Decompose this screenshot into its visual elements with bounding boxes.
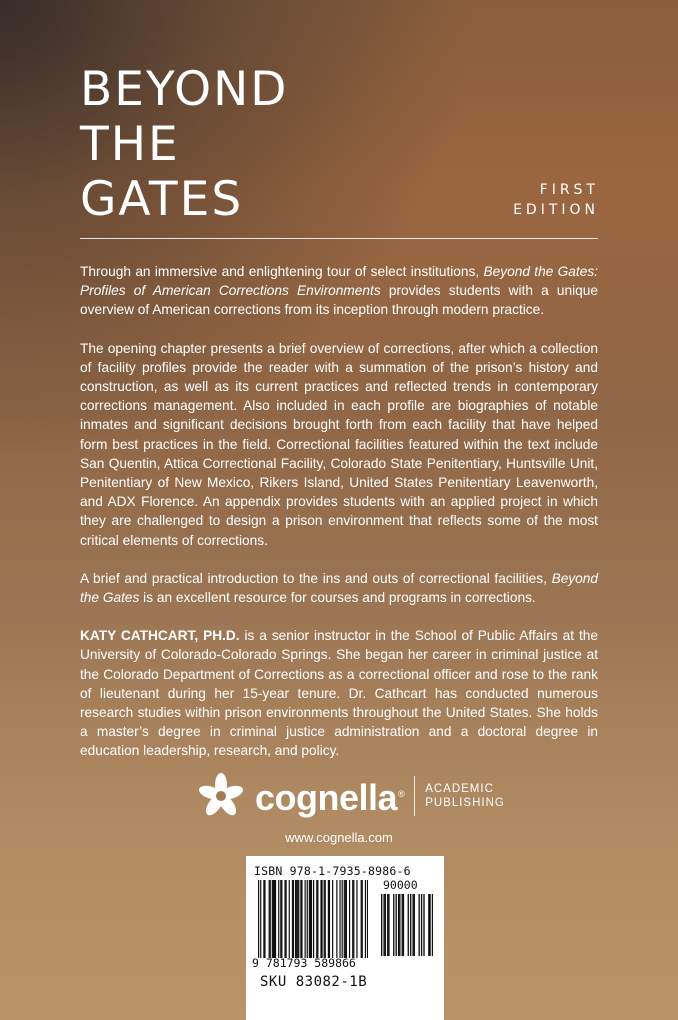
barcode-bar xyxy=(385,894,386,956)
barcode-bar xyxy=(301,880,302,958)
barcode-bar xyxy=(278,880,279,958)
barcode-bar xyxy=(398,894,399,956)
barcode-bar xyxy=(383,894,384,956)
author-bio: KATY CATHCART, PH.D. is a senior instructor in the School of Public Affairs at the University of Colorado-Colorado Springs. She began her career in criminal justice at the Colorado Department of Corrections as a correctional officer and rose to the rank of lieutenant during her 15-year tenure. Dr. Cathcart has conducted numerous research studies within prison environments throughout the United States. She holds a master’s degree in criminal justice administration and a doctoral degree in education leadership, research, and policy. xyxy=(80,628,598,759)
book-title xyxy=(80,62,288,227)
barcode-digits: 9 781793 589866 xyxy=(252,956,356,970)
barcode-bar xyxy=(310,880,311,958)
barcode-bar xyxy=(349,880,350,958)
barcode-bar xyxy=(393,894,394,956)
barcode-bar xyxy=(293,880,294,958)
barcode-bar xyxy=(361,880,362,958)
barcode-bar xyxy=(325,880,326,958)
barcode-bar xyxy=(423,894,424,956)
title-line-3: GATES xyxy=(80,172,244,227)
logo-divider xyxy=(414,776,415,816)
barcode-bar xyxy=(356,880,357,958)
barcode-bar xyxy=(365,880,366,958)
barcode-bar xyxy=(396,894,397,956)
publisher-tagline: ACADEMIC PUBLISHING xyxy=(425,783,505,809)
barcode-bar xyxy=(274,880,275,958)
barcode-bar xyxy=(297,880,298,958)
barcode-bar xyxy=(421,894,422,956)
barcode-bar xyxy=(332,880,333,958)
barcode-bar xyxy=(414,894,415,956)
barcode-bar xyxy=(270,880,271,958)
title-line-2: THE xyxy=(80,117,180,172)
sku-label: SKU 83082-1B xyxy=(260,974,368,990)
barcode-bar xyxy=(328,880,329,958)
barcode-bar xyxy=(269,880,270,958)
barcode-bar xyxy=(260,880,261,958)
barcode-bar xyxy=(353,880,354,958)
edition-label xyxy=(513,180,599,220)
barcode-bar xyxy=(263,880,264,958)
barcode-bar xyxy=(403,894,404,956)
isbn-barcode xyxy=(258,880,368,958)
barcode-bar xyxy=(295,880,296,958)
publisher-logo xyxy=(195,768,505,824)
book-short-title: Beyond the Gates xyxy=(80,570,598,606)
barcode-bar xyxy=(342,880,343,958)
flower-logo-icon xyxy=(195,770,247,822)
barcode-bar xyxy=(321,880,322,958)
price-code: 90000 xyxy=(383,878,418,892)
barcode-bar xyxy=(273,880,274,958)
barcode-bar xyxy=(292,880,293,958)
barcode-bar xyxy=(412,894,413,956)
barcode-bar xyxy=(298,880,299,958)
description-paragraph-3: A brief and practical introduction to the ins and outs of correctional facilities, Beyond the Gates is an excellent resource for courses and programs in corrections. xyxy=(80,570,598,606)
back-cover-description xyxy=(80,262,598,780)
publisher-wordmark: cognella® xyxy=(255,777,405,818)
barcode-bar xyxy=(305,880,306,958)
barcode-bar xyxy=(429,894,430,956)
description-paragraph-1: Through an immersive and enlightening tour of select institutions, Beyond the Gates: Profiles of American Corrections Environments provides students with a unique overview of American corrections from its inception through modern practice. xyxy=(80,264,598,318)
barcode-bar xyxy=(362,880,363,958)
barcode-bar xyxy=(367,880,368,958)
barcode-panel xyxy=(246,856,444,1020)
description-paragraph-2: The opening chapter presents a brief overview of corrections, after which a collection of facility profiles provide the reader with a summation of the prison’s history and construction, as well as its current practices and reflected trends in contemporary corrections management. Also included in each profile are biographies of notable inmates and significant decisions brought forth from each facility that have helped form best practices in the field. Correctional facilities featured within the text include San Quentin, Attica Correctional Facility, Colorado State Penitentiary, Huntsville Unit, Penitentiary of New Mexico, Rikers Island, United States Penitentiary Leavenworth, and ADX Florence. An appendix provides students with an applied project in which they are challenged to design a prison environment that reflects some of the most critical elements of corrections. xyxy=(80,340,598,548)
barcode-bar xyxy=(289,880,290,958)
title-divider xyxy=(80,238,598,239)
barcode-bar xyxy=(320,880,321,958)
barcode-bar xyxy=(346,880,347,958)
barcode-bar xyxy=(272,880,273,958)
barcode-bar xyxy=(311,880,312,958)
edition-line-1: FIRST xyxy=(539,182,599,198)
edition-line-2: EDITION xyxy=(513,202,599,218)
barcode-bar xyxy=(264,880,265,958)
price-addon-barcode xyxy=(381,894,433,956)
barcode-bar xyxy=(418,894,419,956)
barcode-bar xyxy=(408,894,409,956)
barcode-bar xyxy=(344,880,345,958)
isbn-number: ISBN 978-1-7935-8986-6 xyxy=(254,864,411,878)
barcode-bar xyxy=(339,880,340,958)
barcode-bar xyxy=(410,894,411,956)
barcode-bar xyxy=(345,880,346,958)
barcode-bar xyxy=(329,880,330,958)
barcode-bar xyxy=(309,880,310,958)
barcode-bar xyxy=(281,880,282,958)
publisher-website[interactable]: www.cognella.com xyxy=(285,830,393,845)
barcode-bar xyxy=(258,880,259,958)
barcode-bar xyxy=(428,894,429,956)
barcode-bar xyxy=(402,894,403,956)
barcode-bar xyxy=(284,880,285,958)
title-line-1: BEYOND xyxy=(80,62,289,117)
barcode-bar xyxy=(387,894,388,956)
barcode-bar xyxy=(317,880,318,958)
barcode-bar xyxy=(313,880,314,958)
barcode-bar xyxy=(381,894,382,956)
book-full-title: Beyond the Gates: Profiles of American Corrections Environments xyxy=(80,264,598,299)
barcode-bar xyxy=(388,894,389,956)
barcode-bar xyxy=(300,880,301,958)
barcode-bar xyxy=(432,894,433,956)
barcode-bar xyxy=(296,880,297,958)
barcode-bar xyxy=(286,880,287,958)
barcode-bar xyxy=(316,880,317,958)
barcode-bar xyxy=(399,894,400,956)
barcode-bar xyxy=(275,880,276,958)
barcode-bar xyxy=(307,880,308,958)
barcode-bar xyxy=(352,880,353,958)
barcode-bar xyxy=(336,880,337,958)
barcode-bar xyxy=(280,880,281,958)
author-name: KATY CATHCART, PH.D. xyxy=(80,628,240,644)
barcode-bar xyxy=(324,880,325,958)
